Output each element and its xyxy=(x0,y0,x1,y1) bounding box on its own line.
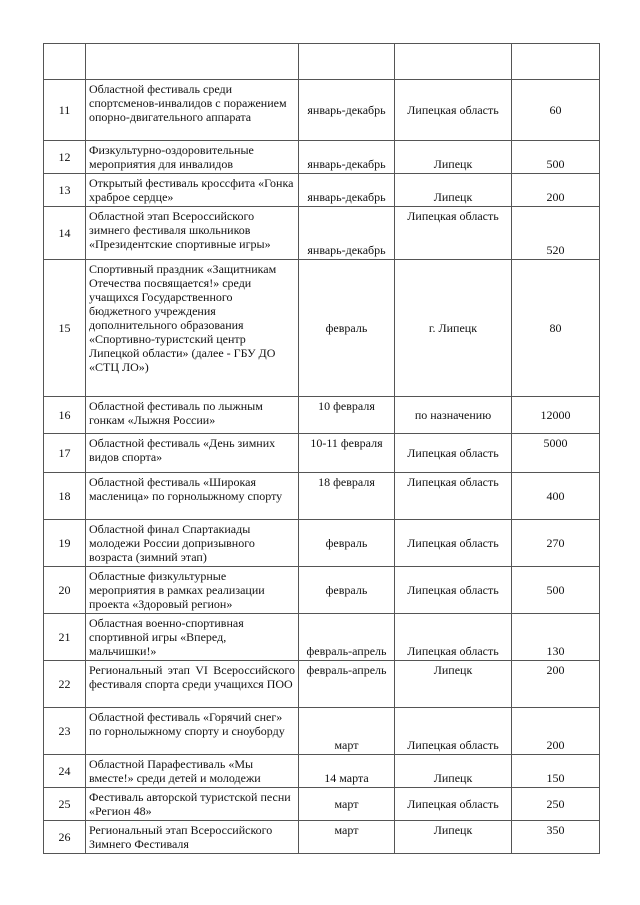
event-place: Липецкая область xyxy=(395,708,512,755)
event-name: Областной фестиваль среди спортсменов-инвалидов с поражением опорно-двигательного аппарата xyxy=(86,80,299,141)
participant-count: 12000 xyxy=(512,397,600,434)
table-row xyxy=(44,755,600,788)
event-place: Липецкая область xyxy=(395,520,512,567)
event-place: Липецкая область xyxy=(395,207,512,260)
table-row xyxy=(44,661,600,708)
table-row xyxy=(44,260,600,397)
participant-count: 80 xyxy=(512,260,600,397)
event-name: Областной фестиваль «Горячий снег» по горнолыжному спорту и сноуборду xyxy=(86,708,299,755)
event-date: март xyxy=(299,788,395,821)
cell-num xyxy=(44,44,86,80)
event-place: Липецк xyxy=(395,141,512,174)
event-date: февраль-апрель xyxy=(299,614,395,661)
event-name: Спортивный праздник «Защитникам Отечества посвящается!» среди учащихся Государственного бюджетного учреждения дополнительного образования «Спортивно-туристский центр Липецкой области» (далее - ГБУ ДО «СТЦ ЛО») xyxy=(86,260,299,397)
event-date: февраль xyxy=(299,260,395,397)
row-number: 13 xyxy=(44,174,86,207)
table-row xyxy=(44,614,600,661)
row-number: 26 xyxy=(44,821,86,854)
row-number: 20 xyxy=(44,567,86,614)
row-number: 14 xyxy=(44,207,86,260)
row-number: 12 xyxy=(44,141,86,174)
event-place: Липецкая область xyxy=(395,80,512,141)
participant-count: 270 xyxy=(512,520,600,567)
participant-count: 200 xyxy=(512,708,600,755)
event-place: г. Липецк xyxy=(395,260,512,397)
events-table xyxy=(43,43,600,854)
table-row xyxy=(44,821,600,854)
event-place: по назначению xyxy=(395,397,512,434)
event-date: январь-декабрь xyxy=(299,174,395,207)
event-date: 10-11 февраля xyxy=(299,434,395,473)
event-date: 18 февраля xyxy=(299,473,395,520)
event-date: январь-декабрь xyxy=(299,141,395,174)
participant-count: 520 xyxy=(512,207,600,260)
participant-count: 130 xyxy=(512,614,600,661)
table-row xyxy=(44,80,600,141)
row-number: 24 xyxy=(44,755,86,788)
table-row xyxy=(44,434,600,473)
table-row-empty xyxy=(44,44,600,80)
participant-count: 150 xyxy=(512,755,600,788)
participant-count: 60 xyxy=(512,80,600,141)
event-place: Липецкая область xyxy=(395,434,512,473)
participant-count: 500 xyxy=(512,141,600,174)
event-place: Липецкая область xyxy=(395,614,512,661)
participant-count: 200 xyxy=(512,661,600,708)
cell-name xyxy=(86,44,299,80)
table-row xyxy=(44,520,600,567)
event-name: Областной фестиваль «Широкая масленица» по горнолыжному спорту xyxy=(86,473,299,520)
event-name: Открытый фестиваль кроссфита «Гонка храброе сердце» xyxy=(86,174,299,207)
participant-count: 250 xyxy=(512,788,600,821)
event-place: Липецк xyxy=(395,661,512,708)
event-date: 10 февраля xyxy=(299,397,395,434)
event-place: Липецк xyxy=(395,755,512,788)
table-row xyxy=(44,473,600,520)
event-date: январь-декабрь xyxy=(299,207,395,260)
event-name: Областные физкультурные мероприятия в рамках реализации проекта «Здоровый регион» xyxy=(86,567,299,614)
event-place: Липецк xyxy=(395,174,512,207)
cell-count xyxy=(512,44,600,80)
table-row xyxy=(44,174,600,207)
table-row xyxy=(44,567,600,614)
row-number: 22 xyxy=(44,661,86,708)
event-name: Физкультурно-оздоровительные мероприятия для инвалидов xyxy=(86,141,299,174)
event-date: 14 марта xyxy=(299,755,395,788)
table-row xyxy=(44,788,600,821)
event-name: Региональный этап Всероссийского Зимнего Фестиваля xyxy=(86,821,299,854)
row-number: 23 xyxy=(44,708,86,755)
event-place: Липецкая область xyxy=(395,788,512,821)
event-name: Областной этап Всероссийского зимнего фестиваля школьников «Президентские спортивные игры» xyxy=(86,207,299,260)
event-name: Областной фестиваль «День зимних видов спорта» xyxy=(86,434,299,473)
table-row xyxy=(44,141,600,174)
event-name: Областной финал Спартакиады молодежи России допризывного возраста (зимний этап) xyxy=(86,520,299,567)
row-number: 18 xyxy=(44,473,86,520)
row-number: 17 xyxy=(44,434,86,473)
row-number: 15 xyxy=(44,260,86,397)
event-place: Липецк xyxy=(395,821,512,854)
event-name: Областная военно-спортивная спортивной игры «Вперед, мальчишки!» xyxy=(86,614,299,661)
table-row xyxy=(44,207,600,260)
event-name: Фестиваль авторской туристской песни «Регион 48» xyxy=(86,788,299,821)
event-place: Липецкая область xyxy=(395,473,512,520)
event-place: Липецкая область xyxy=(395,567,512,614)
participant-count: 200 xyxy=(512,174,600,207)
event-name: Областной Парафестиваль «Мы вместе!» среди детей и молодежи xyxy=(86,755,299,788)
participant-count: 5000 xyxy=(512,434,600,473)
event-name: Областной фестиваль по лыжным гонкам «Лыжня России» xyxy=(86,397,299,434)
event-date: февраль-апрель xyxy=(299,661,395,708)
cell-place xyxy=(395,44,512,80)
event-date: март xyxy=(299,708,395,755)
row-number: 21 xyxy=(44,614,86,661)
table-row xyxy=(44,397,600,434)
cell-date xyxy=(299,44,395,80)
event-name: Региональный этап VI Всероссийского фестиваля спорта среди учащихся ПОО xyxy=(86,661,299,708)
event-date: март xyxy=(299,821,395,854)
row-number: 25 xyxy=(44,788,86,821)
participant-count: 400 xyxy=(512,473,600,520)
participant-count: 500 xyxy=(512,567,600,614)
event-date: январь-декабрь xyxy=(299,80,395,141)
event-date: февраль xyxy=(299,567,395,614)
row-number: 16 xyxy=(44,397,86,434)
row-number: 19 xyxy=(44,520,86,567)
table-row xyxy=(44,708,600,755)
participant-count: 350 xyxy=(512,821,600,854)
row-number: 11 xyxy=(44,80,86,141)
event-date: февраль xyxy=(299,520,395,567)
